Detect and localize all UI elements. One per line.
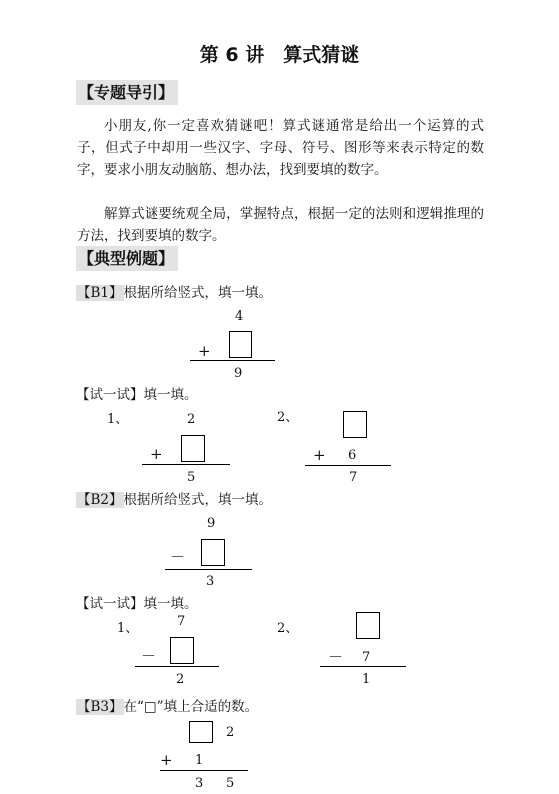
b2-operator: － — [170, 548, 186, 566]
page-title: 第 6 讲 算式猜谜 — [199, 44, 360, 66]
try2-p2-result: 1 — [362, 672, 371, 687]
b3-operator: + — [160, 751, 173, 769]
example-b1-tag: 【B1】 — [77, 285, 123, 301]
example-b3-heading — [76, 697, 258, 717]
b1-result-line — [190, 360, 275, 361]
b2-answer-box[interactable] — [201, 539, 225, 566]
try2-label: 【试一试】填一填。 — [76, 596, 198, 612]
try1-p2-result-line — [305, 465, 391, 466]
try2-p2-result-line — [320, 666, 406, 667]
try2-p1-answer-box[interactable] — [170, 637, 194, 664]
try2-p1-result-line — [135, 666, 219, 667]
b3-answer-box[interactable] — [189, 721, 213, 743]
try1-heading — [76, 385, 198, 405]
b3-top-ones-digit: 2 — [226, 725, 235, 740]
b1-result: 9 — [234, 366, 243, 381]
b3-result-line — [160, 770, 248, 771]
b3-result-ones: 5 — [226, 776, 235, 791]
try2-p1-result: 2 — [176, 672, 185, 687]
try1-p1-result-line — [142, 464, 230, 465]
try1-p1-result: 5 — [187, 470, 196, 485]
example-b3-text: 在“□”填上合适的数。 — [123, 699, 259, 715]
try2-p1-index: 1、 — [117, 621, 139, 636]
intro-paragraph-1: 小朋友,你一定喜欢猜谜吧！算式谜通常是给出一个运算的式子，但式子中却用一些汉字、字母、符号、图形等来表示特定的数字，要求小朋友动脑筋、想办法，找到要填的数字。 — [77, 118, 484, 178]
b2-result: 3 — [206, 574, 215, 589]
try2-p2-index: 2、 — [277, 621, 299, 636]
example-b2-tag: 【B2】 — [77, 492, 123, 508]
try2-p2-bottom-digit: 7 — [362, 650, 371, 665]
try1-p2-answer-box[interactable] — [343, 411, 367, 438]
example-b1-heading — [76, 283, 272, 303]
try2-heading — [76, 594, 198, 614]
section-heading-examples: 【典型例题】 — [76, 246, 178, 271]
intro-paragraph-2: 解算式谜要统观全局，掌握特点，根据一定的法则和逻辑推理的方法，找到要填的数字。 — [77, 206, 484, 244]
b2-result-line — [165, 569, 252, 570]
b3-result-tens: 3 — [195, 776, 204, 791]
try1-p2-index: 2、 — [277, 410, 299, 425]
try2-p2-operator: － — [328, 648, 344, 666]
b1-answer-box[interactable] — [229, 331, 252, 358]
try1-p1-answer-box[interactable] — [181, 435, 205, 462]
b1-top-digit: 4 — [235, 309, 244, 324]
try1-label: 【试一试】填一填。 — [76, 387, 198, 403]
try1-p1-top-digit: 2 — [187, 412, 196, 427]
example-b2-text: 根据所给竖式，填一填。 — [123, 492, 273, 508]
example-b2-heading — [76, 490, 272, 510]
try1-p2-bottom-digit: 6 — [348, 448, 357, 463]
try2-p2-answer-box[interactable] — [356, 612, 380, 639]
try1-p2-result: 7 — [349, 470, 358, 485]
example-b3-tag: 【B3】 — [77, 699, 123, 715]
b2-top-digit: 9 — [207, 516, 216, 531]
try2-p1-top-digit: 7 — [177, 614, 186, 629]
try2-p1-operator: － — [141, 647, 157, 665]
try1-p2-operator: + — [313, 446, 326, 464]
example-b1-text: 根据所给竖式，填一填。 — [123, 285, 273, 301]
b1-operator: + — [198, 342, 211, 360]
try1-p1-index: 1、 — [107, 412, 129, 427]
b3-bottom-tens-digit: 1 — [195, 753, 204, 768]
try1-p1-operator: + — [150, 445, 163, 463]
section-heading-intro: 【专题导引】 — [76, 80, 178, 105]
